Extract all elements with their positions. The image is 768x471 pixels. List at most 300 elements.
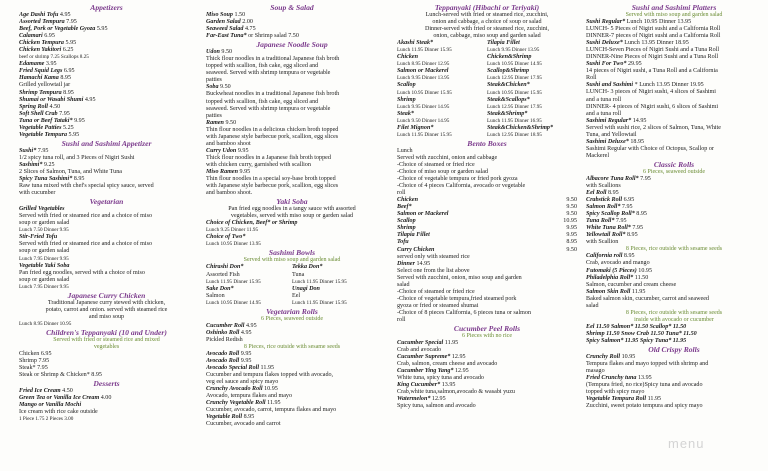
item-name: Fried Squid Legs (19, 68, 63, 75)
item-name: Scallop&Shrimp (487, 68, 529, 75)
item-name: Sushi For Two* (586, 61, 627, 68)
item-name: Crunchy Vegetable Roll (206, 400, 266, 407)
price-line: Lunch 12.95 Dinner 18.95 (487, 131, 542, 138)
menu-line (19, 183, 194, 190)
item-name: Crunchy Roll (586, 353, 621, 360)
menu-line (586, 389, 762, 396)
menu-line (206, 323, 378, 330)
menu-line (206, 183, 378, 190)
menu-line (206, 358, 378, 365)
item-price: 11.95 (259, 364, 275, 371)
item-text: Chicken 6.95 (19, 350, 52, 357)
section-note: 8 Pieces, rice outside with sesame seeds (625, 246, 723, 253)
price-line: beef or shrimp 7.25 Scallops 8.25 (19, 54, 89, 61)
item-name: Chicken&Shrimp (487, 54, 532, 61)
menu-line (292, 272, 378, 279)
section-note: Served with miso soup and garden salad (243, 257, 341, 264)
menu-line (19, 263, 194, 270)
price-line: Lunch 11.95 Dinner 15.95 (397, 131, 452, 138)
price-line: Lunch 12.95 Dinner 17.95 (487, 103, 542, 110)
menu-line (206, 365, 378, 372)
menu-line (586, 403, 762, 410)
menu-line (487, 40, 577, 47)
price-line: Lunch 11.95 Dinner 15.95 (292, 299, 347, 306)
item-text: LUNCH- 5 Pieces of Nigiri sushi and a California Roll (586, 26, 721, 33)
item-name: Sushi Deluxe* (586, 40, 623, 47)
item-text: and bamboo shoot. (206, 190, 253, 197)
menu-line (397, 12, 577, 19)
item-text: roll (397, 316, 406, 323)
item-name: Unagi Don (292, 285, 320, 292)
item-price: 9.25 (42, 161, 55, 168)
item-price: 4.00 (99, 395, 112, 402)
menu-line (397, 303, 577, 310)
item-name: Yellowtail Roll* (586, 232, 626, 239)
item-text: Shrimp 7.95 (19, 357, 50, 364)
item-name: Tuna or Beef Tataki* (19, 117, 73, 124)
section-heading: Japanese Noodle Soup (256, 40, 328, 50)
item-text: DINNER-7 pieces of Nigiri sushi and a California Roll (586, 33, 721, 40)
menu-line (397, 40, 487, 47)
section-heading: Cucumber Peel Rolls (453, 324, 521, 334)
item-price: 6.25 (61, 47, 74, 54)
menu-line (586, 176, 762, 183)
item-price: 12.95 (450, 354, 466, 361)
menu-line (586, 268, 762, 275)
menu-line (19, 125, 194, 132)
item-name: Eel 11.50 Salmon* 11.50 Scallop* 11.50 (586, 323, 687, 330)
menu-line (19, 372, 194, 379)
block-left (397, 40, 487, 139)
item-name: Hamachi Kama (19, 75, 59, 82)
item-name: Garden Salad (206, 19, 241, 26)
item-price: 10.95 (620, 353, 636, 360)
item-price: 5.25 (61, 124, 74, 131)
item-price: 7.95 (620, 204, 633, 211)
item-price: 9.95 (236, 147, 249, 154)
item-name: Chirashi Don* (206, 264, 244, 271)
item-text: Eel (292, 292, 301, 299)
menu-line (586, 104, 762, 111)
item-text: White tuna, spicy tuna and avocado (397, 375, 484, 382)
menu-line (487, 68, 577, 75)
item-name: Sushi and Sashimi (586, 82, 634, 89)
item-price: 8.95 (72, 176, 85, 183)
item-name: Scallop (397, 82, 416, 89)
section-heading: Sushi and Sashimi Appetizer (61, 138, 152, 148)
item-name: Spicy Scallop Roll* (586, 211, 635, 218)
menu-line (397, 183, 577, 190)
item-price: Lunch 13.95 Dinner 18.95 (622, 40, 689, 47)
item-text: onion and cabbage, a choice of soup or salad (432, 19, 542, 26)
item-price: 9.50 (219, 49, 233, 56)
menu-line (397, 125, 487, 132)
menu-line (586, 253, 762, 260)
item-name: Chicken Tempura (19, 40, 64, 47)
section-note: 8 Pieces, rice outside with sesame seeds (243, 343, 341, 350)
item-text: Select one from the list above (397, 267, 470, 274)
price-line: Lunch 10.95 Dinner 15.95 (397, 89, 452, 96)
section-note: 6 Pieces, seaweed outside (643, 168, 705, 175)
menu-line (19, 409, 194, 416)
item-name: Cucumber Special (397, 340, 444, 347)
section-heading: Children's Teppanyaki (10 and Under) (46, 327, 167, 337)
item-name: Soba (206, 84, 219, 91)
menu-line (586, 361, 762, 368)
item-name: Oshinko Roll (206, 329, 240, 336)
menu-line (206, 372, 378, 379)
item-price: 7.95 (630, 225, 643, 232)
item-text: served only with steamed rice (397, 253, 470, 260)
item-text: topped with scallion, fish cake, egg sliced and (206, 98, 319, 105)
item-text: LUNCH-Seven Pieces of Nigiri Sushi and a Tuna Roll (586, 47, 720, 54)
menu-line (397, 190, 577, 197)
item-price: 10.95 (563, 218, 577, 225)
item-price: 4.95 (244, 322, 257, 329)
item-text: Served with fried or steamed rice and a choice of miso (19, 241, 152, 248)
item-name: Edamame (19, 61, 45, 68)
item-name: Grilled Vegetables (19, 206, 65, 213)
menu-line (206, 12, 378, 19)
menu-line (586, 125, 762, 132)
item-text: -Choice of miso soup or garden salad (397, 168, 489, 175)
section-note: 6 Pieces, seaweed outside (261, 315, 323, 322)
item-price: 10.95 (262, 386, 278, 393)
item-price: 5.95 (63, 40, 77, 47)
item-text: seaweed. Served with shrimp tempura or vegetable (206, 105, 331, 112)
item-price: 7.95 (64, 19, 77, 26)
item-price: 12.95 (453, 368, 469, 375)
menu-line (292, 293, 378, 300)
item-text: with Japanese style barbecue pork, scallion, egg slices (206, 183, 339, 190)
menu-line (586, 68, 762, 75)
menu-line (397, 340, 577, 347)
menu-line (206, 63, 378, 70)
item-text: Served with sushi rice, 2 slices of Salmon, Tuna, White (586, 124, 721, 131)
menu-line (206, 407, 378, 414)
item-text: DINNER-Nine Pieces of Nigiri Sushi and a Tuna Roll (586, 54, 719, 61)
section-heading: Yaki Soba (276, 197, 308, 207)
menu-line (206, 206, 378, 213)
item-name: Steak* (397, 110, 414, 117)
menu-item (397, 218, 577, 225)
item-price: 6.95 (42, 33, 55, 40)
menu-line (19, 148, 194, 155)
item-text: and bamboo shoot (206, 140, 251, 147)
menu-line (19, 395, 194, 402)
item-name: Dinner (397, 260, 415, 267)
menu-item (397, 232, 577, 239)
item-price: 11.95 (646, 396, 662, 403)
price-line: Lunch 8.95 Dinner 12.95 (397, 61, 450, 68)
menu-line (586, 260, 762, 267)
item-price: 29.95 (626, 61, 642, 68)
menu-line (487, 111, 577, 118)
item-text: Pickled Redish (206, 336, 243, 343)
menu-line (206, 99, 378, 106)
menu-line (206, 351, 378, 358)
menu-line (586, 239, 762, 246)
menu-line (19, 118, 194, 125)
section-heading: Sushi and Sashimi Platters (631, 3, 717, 12)
item-text: Raw tuna mixed with chef's special spicy sauce, served (19, 183, 154, 190)
item-price: 13.95 (636, 375, 652, 382)
item-name: Scallop (397, 218, 416, 225)
menu-line (397, 396, 577, 403)
item-price: 5.95 (95, 26, 108, 33)
item-price: 7.95 (57, 110, 70, 117)
menu-line (206, 293, 292, 300)
menu-item (397, 197, 577, 204)
item-name: Sashimi Deluxe* (586, 138, 629, 145)
menu-line (586, 232, 762, 239)
menu-line (19, 61, 194, 68)
item-name: Futomaki (5 Pieces) (586, 267, 637, 274)
item-text: salad (586, 302, 599, 309)
block-left (206, 264, 292, 306)
menu-line (19, 365, 194, 372)
menu-line (206, 220, 378, 227)
menu-line (586, 396, 762, 403)
menu-line (397, 296, 577, 303)
item-price: or Shrimp salad 7.50 (246, 33, 299, 40)
item-text: soup or garden salad (19, 220, 70, 227)
item-name: Sashimi* (19, 161, 43, 168)
item-name: Vegetable Yaki Soba (19, 262, 70, 269)
item-text: soup or garden salad (19, 248, 70, 255)
item-price: 11.95 (630, 288, 646, 295)
item-text: Cucumber, avocado and carrot (206, 421, 281, 428)
item-price: 6.95 (622, 197, 635, 204)
price-line: Lunch 9.95 Dinner 14.95 (397, 103, 450, 110)
menu-line (206, 190, 378, 197)
item-text: with Scallions (586, 182, 621, 189)
item-name: Avocado Roll (206, 357, 240, 364)
menu-line (19, 351, 194, 358)
menu-line (206, 176, 378, 183)
item-name: Filet Mignon* (397, 124, 434, 131)
item-price: 9.95 (566, 225, 577, 232)
item-name: Age Dashi Tofu (19, 12, 59, 18)
item-text: 1/2 spicy tuna roll, and 3 Pieces of Nigiri Sushi (19, 154, 135, 161)
item-price: 9.95 (239, 357, 252, 364)
menu-line (397, 148, 577, 155)
menu-line (19, 97, 194, 104)
menu-line (397, 268, 577, 275)
item-name: California roll (586, 253, 623, 260)
menu-line (206, 162, 378, 169)
item-name: Tofu (397, 239, 409, 246)
price-line: Lunch 11.95 Dinner 16.95 (487, 117, 542, 124)
item-text: Tuna (292, 271, 305, 278)
menu-line (206, 70, 378, 77)
item-text: Steak or Shrimp & Chicken* 8.95 (19, 372, 102, 379)
item-text: topped with scallion, fish cake, egg sliced and (206, 63, 319, 70)
item-name: Sake Don* (206, 285, 234, 292)
menu-line (206, 272, 292, 279)
item-text: Cucumber and tempura flakes topped with avocado, (206, 372, 334, 379)
item-name: Choice of Chicken, Beef* or Shrimp (206, 220, 298, 227)
item-text: Crab, avocado and mango (586, 260, 650, 267)
item-price: 7.95 (638, 175, 651, 182)
item-price: 4.75 (243, 26, 256, 33)
item-text: Pan fried egg noodles in a tangy sauce with assorted (228, 206, 356, 213)
item-price: 11.95 (443, 340, 459, 347)
item-name: Salmon or Mackerel (397, 211, 449, 218)
item-text: Baked salmon skin, cucumber, carrot and seaweed (586, 295, 709, 302)
menu-line (586, 296, 762, 303)
item-name: Avocado Roll (206, 350, 240, 357)
item-price: * Lunch 13.95 Dinner 19.95 (633, 82, 704, 89)
item-price: 9.95 (239, 350, 252, 357)
menu-line (206, 120, 378, 127)
section-heading: Bento Boxes (467, 138, 507, 148)
item-text: Sashimi Regular with Choice of Octopus, Scallop or (586, 145, 714, 152)
item-name: Udon (206, 49, 220, 56)
menu-line (397, 254, 577, 261)
item-name: Shrimp (397, 96, 416, 103)
menu-line (397, 275, 577, 282)
menu-line (397, 289, 577, 296)
item-text: Crab, salmon, cream cheese and avocado (397, 361, 498, 368)
item-name: Shrimp 11.50 Snow Crab 11.50 Tuna* 11.50 (586, 330, 697, 337)
item-price: 4.50 (47, 103, 61, 110)
item-name: Beef* (397, 204, 412, 211)
menu-line (206, 106, 378, 113)
section-heading: Appetizers (90, 3, 123, 12)
section-note: inside with avocado or cucumber (634, 316, 714, 323)
price-line: 1 Piece 1.75 2 Pieces 3.00 (19, 416, 74, 423)
menu-line (397, 155, 577, 162)
menu-line (19, 307, 194, 314)
section-heading: Old Crispy Rolls (648, 344, 700, 354)
menu-line (19, 277, 194, 284)
menu-line (19, 12, 194, 19)
menu-line (586, 89, 762, 96)
section-heading: Vegetarian Rolls (266, 306, 318, 316)
item-text: DINNER- 4 pieces of Nigiri sushi, 6 slices of Sashimi (586, 103, 719, 110)
menu-line (19, 300, 194, 307)
item-price: 11.50 (633, 274, 649, 281)
item-text: Dinner-served with fried or steamed rice, zucchini, (424, 26, 550, 33)
item-name: Choice of Two* (206, 234, 246, 241)
item-text: Traditional Japanese curry stewed with chicken, (47, 299, 166, 306)
menu-line (19, 132, 194, 139)
item-name: Vegetable Patties (19, 124, 62, 131)
menu-line (19, 270, 194, 277)
menu-line (586, 139, 762, 146)
item-text: onion, cabbage, miso soup and garden salad (433, 33, 541, 40)
item-text: with Japanese style barbecue pork, scallion, egg slices (206, 133, 339, 140)
menu-line (19, 220, 194, 227)
menu-line (487, 97, 577, 104)
price-line: Lunch 10.95 Dinner 15.95 (487, 89, 542, 96)
item-name: Philadelphia Roll* (586, 274, 634, 281)
menu-line (586, 382, 762, 389)
item-name: Tuna Roll* (586, 218, 615, 225)
item-price: 10.95 (636, 267, 653, 274)
item-text: Thin flour noodles in a special soy-base broth topped (206, 176, 336, 183)
item-text: 2 Slices of Salmon, Tuna, and White Tuna (19, 168, 122, 175)
watermark: menu (668, 436, 705, 451)
item-text: -Choice of vegetable tempura,fried steamed pork (397, 295, 517, 302)
menu-line (19, 26, 194, 33)
item-price: 4.95 (58, 12, 71, 18)
item-price: 7.95 (36, 147, 49, 154)
item-text: roll (397, 190, 406, 197)
item-name: Shrimp Tempura (19, 89, 62, 96)
price-line: Lunch 9.25 Dinner 11.95 (206, 227, 259, 234)
item-price: 13.95 (440, 382, 456, 389)
two-column-block (206, 264, 378, 306)
item-name: Miso Ramen (206, 168, 238, 175)
menu-line (19, 19, 194, 26)
item-price: 9.50 (218, 84, 231, 91)
item-text: Lunch-served with fried or steamed rice, zucchini, (425, 12, 549, 18)
item-text: soup or garden salad (19, 276, 70, 283)
item-text: Steak* 7.95 (19, 365, 48, 372)
item-text: Roll (586, 75, 597, 82)
item-name: Tekka Don* (292, 264, 323, 271)
menu-line (19, 402, 194, 409)
price-line: Lunch 11.95 Dinner 15.95 (292, 278, 347, 285)
item-name: Sashimi Regular* (586, 117, 632, 124)
column-4 (586, 3, 762, 471)
menu-line (586, 75, 762, 82)
item-name: Beef, Pork or Vegetable Gyoza (19, 26, 96, 33)
item-text: with cucumber (19, 190, 56, 197)
item-name: Salmon Roll* (586, 204, 621, 211)
item-text: (Tempura fried, no rice)Spicy tuna and avocado (586, 382, 703, 389)
item-text: -Choice of 4 pieces California, avocado or vegetable (397, 183, 526, 190)
item-name: Spicy Salmon* 11.95 Spicy Tuna* 11.95 (586, 337, 687, 344)
item-price: 8.95 (625, 232, 638, 239)
menu-line (19, 90, 194, 97)
item-name: Stir-Fried Tofu (19, 234, 58, 241)
price-line: Lunch 11.95 Dinner 15.95 (206, 278, 261, 285)
item-price: 5.95 (67, 131, 80, 138)
price-line: Lunch 9.50 Dinner 14.95 (397, 117, 450, 124)
item-name: Miso Soup (206, 12, 233, 18)
price-line: Lunch 10.95 Dinner 13.95 (206, 241, 261, 248)
section-heading: Teppanyaki (Hibachi or Teriyaki) (434, 3, 540, 12)
item-text: Pan fried egg noodles, served with a choice of miso (19, 269, 145, 276)
block-right (292, 264, 378, 306)
menu-line (206, 155, 378, 162)
item-price: Lunch 10.95 Dinner 13.95 (625, 19, 692, 25)
menu-line (292, 286, 378, 293)
item-text: seaweed. Served with shrimp tempura or vegetable (206, 70, 331, 77)
menu-line (206, 141, 378, 148)
menu-line (19, 40, 194, 47)
menu-line (586, 132, 762, 139)
item-text: Cucumber, avocado, carrot, tempura flakes and mayo (206, 407, 337, 414)
menu-line (19, 248, 194, 255)
item-text: Salmon, cucumber and cream cheese (586, 281, 677, 288)
menu-line (19, 33, 194, 40)
item-text: Assorted Fish (206, 271, 240, 278)
menu-line (206, 286, 292, 293)
item-name: Shumai or Wasabi Shumi (19, 96, 84, 103)
item-name: White Tuna Roll* (586, 225, 631, 232)
item-text: Thick flour noodles in a Japanese fish broth topped (206, 154, 331, 161)
item-name: Sushi Regular* (586, 19, 626, 25)
item-text: patties (206, 77, 222, 84)
item-price: 9.50 (566, 246, 577, 253)
item-price: 11.95 (265, 400, 281, 407)
menu-line (206, 421, 378, 428)
item-name: Curry Udon (206, 147, 237, 154)
